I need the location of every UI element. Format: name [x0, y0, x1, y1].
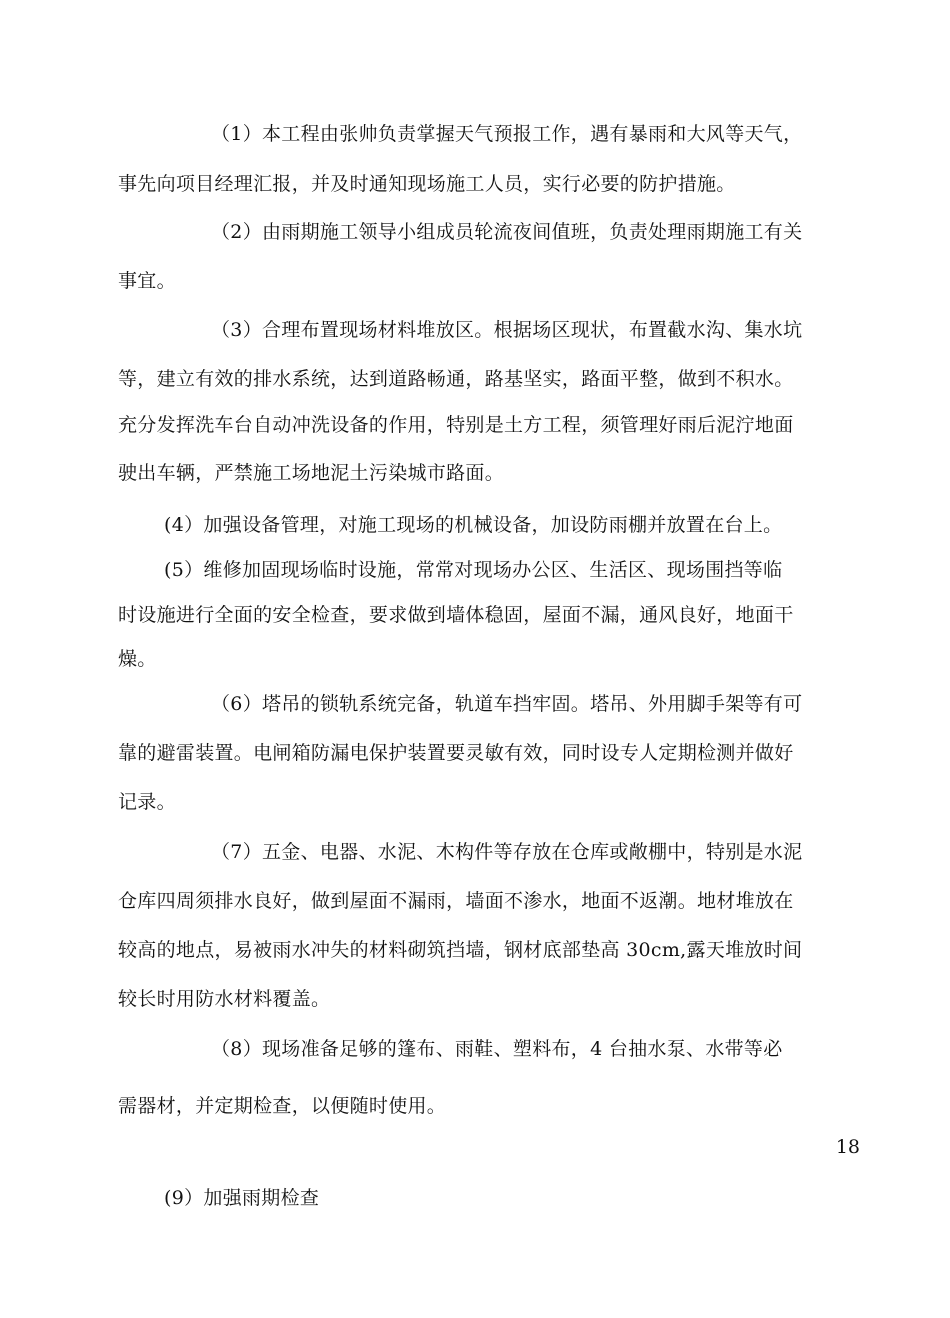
paragraph-7-line-1: （7）五金、电器、水泥、木构件等存放在仓库或敞棚中，特别是水泥 [211, 841, 803, 863]
paragraph-9-line-1: (9）加强雨期检查 [164, 1187, 320, 1209]
paragraph-5-line-1: (5）维修加固现场临时设施，常常对现场办公区、生活区、现场围挡等临 [164, 559, 783, 581]
paragraph-8-line-2: 需器材，并定期检查，以便随时使用。 [118, 1095, 447, 1117]
paragraph-4-line-1: (4）加强设备管理，对施工现场的机械设备，加设防雨棚并放置在台上。 [164, 514, 783, 536]
paragraph-3-line-1: （3）合理布置现场材料堆放区。根据场区现状，布置截水沟、集水坑 [211, 319, 803, 341]
paragraph-3-line-2: 等，建立有效的排水系统，达到道路畅通，路基坚实，路面平整，做到不积水。 [118, 368, 794, 390]
paragraph-6-line-2: 靠的避雷装置。电闸箱防漏电保护装置要灵敏有效，同时设专人定期检测并做好 [118, 742, 794, 764]
paragraph-1-line-2: 事先向项目经理汇报，并及时通知现场施工人员，实行必要的防护措施。 [118, 173, 736, 195]
paragraph-7-line-2: 仓库四周须排水良好，做到屋面不漏雨，墙面不渗水，地面不返潮。地材堆放在 [118, 890, 794, 912]
paragraph-7-line-3: 较高的地点，易被雨水冲失的材料砌筑挡墙，钢材底部垫高 30cm,露天堆放时间 [118, 939, 803, 961]
paragraph-3-line-4: 驶出车辆，严禁施工场地泥土污染城市路面。 [118, 462, 505, 484]
page-number: 18 [835, 1136, 860, 1158]
paragraph-7-line-4: 较长时用防水材料覆盖。 [118, 988, 331, 1010]
paragraph-2-line-2: 事宜。 [118, 270, 176, 292]
paragraph-6-line-1: （6）塔吊的锁轨系统完备，轨道车挡牢固。塔吊、外用脚手架等有可 [211, 693, 803, 715]
paragraph-3-line-3: 充分发挥洗车台自动冲洗设备的作用，特别是土方工程，须管理好雨后泥泞地面 [118, 414, 794, 436]
paragraph-5-line-3: 燥。 [118, 648, 157, 670]
paragraph-2-line-1: （2）由雨期施工领导小组成员轮流夜间值班，负责处理雨期施工有关 [211, 221, 803, 243]
paragraph-8-line-1: （8）现场准备足够的篷布、雨鞋、塑料布，4 台抽水泵、水带等必 [211, 1038, 783, 1060]
paragraph-6-line-3: 记录。 [118, 791, 176, 813]
paragraph-5-line-2: 时设施进行全面的安全检查，要求做到墙体稳固，屋面不漏，通风良好，地面干 [118, 604, 794, 626]
paragraph-1-line-1: （1）本工程由张帅负责掌握天气预报工作，遇有暴雨和大风等天气， [211, 123, 803, 145]
